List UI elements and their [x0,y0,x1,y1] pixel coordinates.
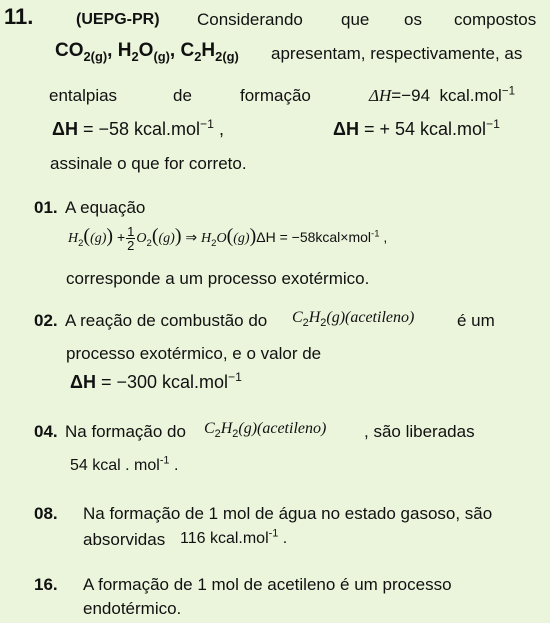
co2-formula: $CO_{2(g)}$ [55,40,108,64]
item-text: Na formação do [65,422,186,441]
enthalpy-h2o: ΔH = −58 kcal.mol$^{-1}$ , [52,117,224,139]
item-text: , são liberadas [364,422,475,441]
intro-word: entalpias [49,86,118,105]
intro-word: compostos [454,10,537,29]
item-code: 01. [34,198,58,217]
item-text: A equação [65,198,146,217]
c2h2-formula: $C_2H_{2(g)}$ [180,40,239,64]
intro-text: apresentam, respectivamente, as [271,44,523,63]
h2o-formula: $H_2O_{(g)}$ [117,40,170,64]
item-text: absorvidas [83,530,166,549]
item-text: A formação de 1 mol de acetileno é um processo [83,575,452,594]
intro-word: Considerando [197,10,303,29]
item-text: corresponde a um processo exotérmico. [66,269,370,288]
enthalpy-value: ΔH = −300 kcal.mol$^{-1}$ [70,370,242,392]
item-text: A reação de combustão do [65,311,268,330]
reaction-equation: $H_2((g))$ + $\frac{1}{2}$ $O_2((g))$ ⇒ $H_2O((g))\Delta H$ = −58kcal×mol$^{-1}$ , [68,224,388,253]
energy-value: 116 kcal.mol$^{-1}$ . [180,527,288,547]
item-text: Na formação de 1 mol de água no estado gasoso, são [83,504,493,523]
item-text: é um [457,311,495,330]
item-text: endotérmico. [83,599,182,618]
enthalpy-c2h2: ΔH = + 54 kcal.mol$^{-1}$ [333,117,500,139]
intro-word: os [404,10,422,29]
intro-word: que [341,10,370,29]
intro-word: de [173,86,192,105]
acetylene-formula: $C_2H_2(g)(acetileno)$ [292,309,415,330]
compound-formulas: $CO_{2(g)}$, $H_2O_{(g)}$, $C_2H_{2(g)}$ [55,40,239,64]
acetylene-formula: $C_2H_2(g)(acetileno)$ [204,420,327,441]
intro-word: formação [240,86,311,105]
item-code: 08. [34,504,58,523]
question-number: 11. [4,4,34,29]
energy-value: 54 kcal . mol$^{-1}$ . [70,454,179,474]
item-text: processo exotérmico, e o valor de [66,344,322,363]
item-code: 16. [34,575,58,594]
enthalpy-co2: ΔH=−94 kcal.mol$^{-1}$ [369,85,516,105]
item-code: 02. [34,311,58,330]
question-source: (UEPG-PR) [76,11,160,28]
item-code: 04. [34,422,58,441]
instruction-text: assinale o que for correto. [50,154,247,173]
